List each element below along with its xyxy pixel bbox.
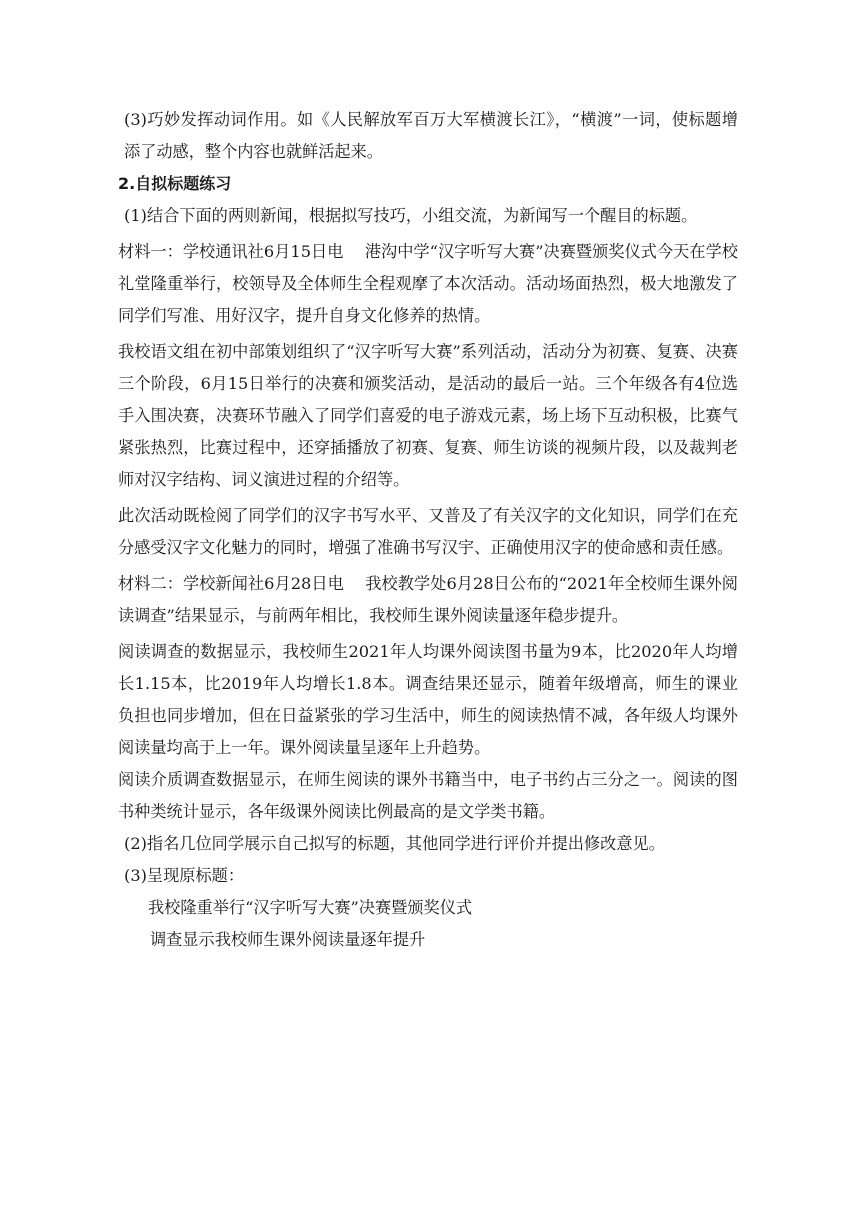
paragraph-verb-technique: (3)巧妙发挥动词作用。如《人民解放军百万大军横渡长江》，“横渡”一词，使标题增添了动感，整个内容也就鲜活起来。 [124, 110, 738, 161]
section-heading-self-title-practice: 2.自拟标题练习 [118, 174, 232, 193]
paragraph-material-2-intro: 材料二：学校新闻社6月28日电 我校教学处6月28日公布的“2021年全校师生课外阅读调查”结果显示，与前两年相比，我校师生课外阅读量逐年稳步提升。 [118, 574, 738, 625]
paragraph-material-1-body: 我校语文组在初中部策划组织了“汉字听写大赛”系列活动，活动分为初赛、复赛、决赛三个阶段，6月15日举行的决赛和颁奖活动，是活动的最后一站。三个年级各有4位选手入围决赛，决赛环节融入了同学们喜爱的电子游戏元素，场上场下互动积极，比赛气紧张热烈，比赛过程中，还穿插播放了初赛、复赛、师生访谈的视频片段，以及裁判老师对汉字结构、词义演进过程的介绍等。 [118, 342, 738, 489]
original-title-2: 调查显示我校师生课外阅读量逐年提升 [150, 930, 426, 949]
document-page [118, 104, 738, 956]
paragraph-task-1: (1)结合下面的两则新闻，根据拟写技巧，小组交流，为新闻写一个醒目的标题。 [124, 206, 698, 225]
paragraph-material-1-intro: 材料一：学校通讯社6月15日电 港沟中学“汉字听写大赛”决赛暨颁奖仪式今天在学校礼堂隆重举行，校领导及全体师生全程观摩了本次活动。活动场面热烈，极大地激发了同学们写准、用好汉字，提升自身文化修养的热情。 [118, 242, 738, 325]
paragraph-task-2: (2)指名几位同学展示自己拟写的标题，其他同学进行评价并提出修改意见。 [124, 834, 665, 853]
original-title-1: 我校隆重举行“汉字听写大赛”决赛暨颁奖仪式 [148, 898, 473, 917]
paragraph-material-2-medium: 阅读介质调查数据显示，在师生阅读的课外书籍当中，电子书约占三分之一。阅读的图书种类统计显示，各年级课外阅读比例最高的是文学类书籍。 [118, 770, 738, 821]
paragraph-material-1-conclusion: 此次活动既检阅了同学们的汉字书写水平、又普及了有关汉字的文化知识，同学们在充分感受汉字文化魅力的同时，增强了准确书写汉宇、正确使用汉字的使命感和责任感。 [118, 506, 738, 557]
paragraph-material-2-body: 阅读调查的数据显示，我校师生2021年人均课外阅读图书量为9本，比2020年人均增长1.15本，比2019年人均增长1.8本。调查结果还显示，随着年级增高，师生的课业负担也同步增加，但在日益紧张的学习生活中，师生的阅读热情不减，各年级人均课外阅读量均高于上一年。课外阅读量呈逐年上升趋势。 [118, 642, 738, 757]
paragraph-task-3: (3)呈现原标题： [124, 866, 245, 885]
